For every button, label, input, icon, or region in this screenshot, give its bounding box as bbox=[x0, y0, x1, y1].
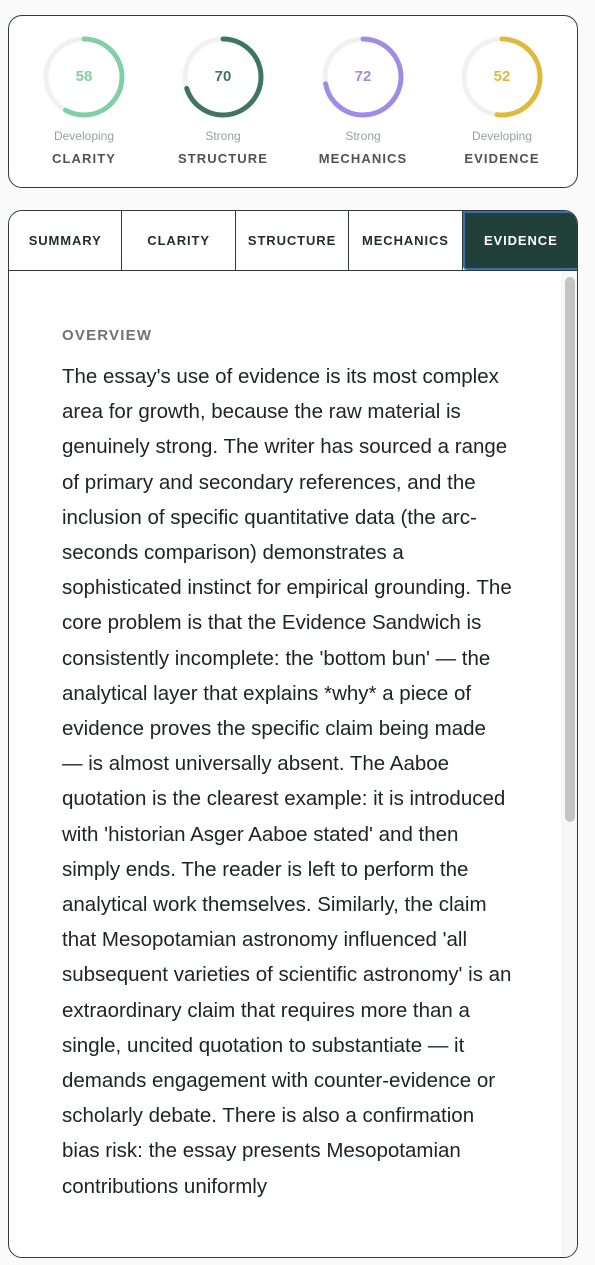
tab-structure[interactable]: STRUCTURE bbox=[236, 211, 349, 270]
feedback-content[interactable] bbox=[9, 271, 578, 1258]
scrollbar[interactable] bbox=[561, 271, 578, 1258]
score-category: MECHANICS bbox=[318, 151, 408, 166]
tab-clarity[interactable]: CLARITY bbox=[122, 211, 235, 270]
tab-summary[interactable]: SUMMARY bbox=[9, 211, 122, 270]
score-value: 58 bbox=[75, 68, 93, 85]
feedback-panel bbox=[8, 210, 578, 1258]
score-evidence bbox=[447, 35, 557, 166]
score-clarity bbox=[29, 35, 139, 166]
score-value: 52 bbox=[493, 68, 511, 85]
score-summary-card bbox=[8, 15, 578, 188]
tab-evidence[interactable]: EVIDENCE bbox=[463, 211, 578, 270]
section-heading: OVERVIEW bbox=[62, 327, 153, 344]
score-value: 72 bbox=[354, 68, 372, 85]
score-category: EVIDENCE bbox=[464, 151, 540, 166]
score-level: Developing bbox=[471, 129, 533, 143]
score-ring bbox=[42, 35, 126, 119]
scrollbar-thumb[interactable] bbox=[565, 277, 575, 822]
tab-bar bbox=[9, 211, 578, 271]
overview-text: The essay's use of evidence is its most complex area for growth, because the raw material is genuinely strong. The writer has sourced a range of primary and secondary references, and the inclusion of specific quantitative data (the arc-seconds comparison) demonstrates a sophisticated instinct for empirical grounding. The core problem is that the Evidence Sandwich is consistently incomplete: the 'bottom bun' — the analytical layer that explains *why* a piece of evidence proves the specific claim being made — is almost universally absent. The Aaboe quotation is the clearest example: it is introduced with 'historian Asger Aaboe stated' and then simply ends. The reader is left to perform the analytical work themselves. Similarly, the claim that Mesopotamian astronomy influenced 'all subsequent varieties of scientific astronomy' is an extraordinary claim that requires more than a single, uncited quotation to substantiate — it demands engagement with counter-evidence or scholarly debate. There is also a confirmation bias risk: the essay presents Mesopotamian contributions uniformly bbox=[62, 365, 512, 1198]
score-ring bbox=[460, 35, 544, 119]
score-category: CLARITY bbox=[51, 151, 117, 166]
score-ring bbox=[321, 35, 405, 119]
score-level: Strong bbox=[345, 129, 381, 143]
score-ring bbox=[181, 35, 265, 119]
score-level: Developing bbox=[53, 129, 115, 143]
score-mechanics bbox=[308, 35, 418, 166]
score-structure bbox=[168, 35, 278, 166]
score-category: STRUCTURE bbox=[177, 151, 269, 166]
tab-mechanics[interactable]: MECHANICS bbox=[349, 211, 462, 270]
score-level: Strong bbox=[205, 129, 241, 143]
score-value: 70 bbox=[214, 68, 232, 85]
